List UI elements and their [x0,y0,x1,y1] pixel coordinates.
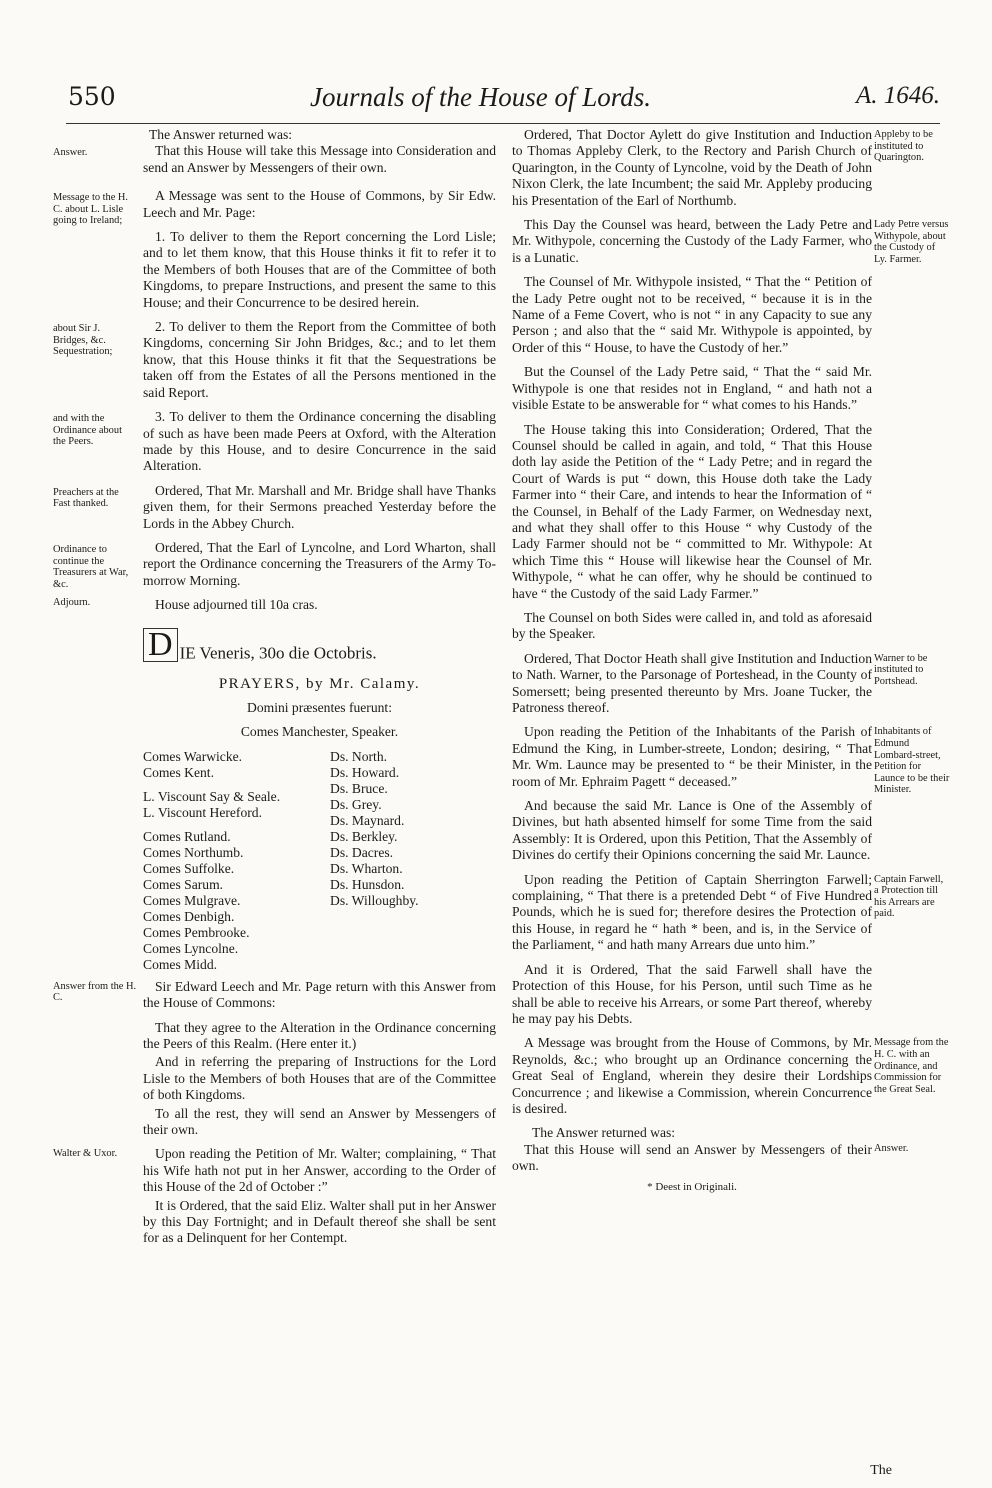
lord-entry: Comes Suffolke. [143,860,235,876]
walter-section [53,1146,496,1246]
lord-entry: Ds. Howard. [330,764,400,780]
margin-note-peers: and with the Ordinance about the Peers. [53,413,122,448]
margin-note-walter: Walter & Uxor. [53,1148,118,1160]
message-section [53,188,496,311]
farwell-order: And it is Ordered, That the said Farwell shall have the Protection of this House, for his Person, until such Time as he shall be able to receive his Arrears, or some Part thereof, whereby he may pay his Debts. [512,961,872,1026]
running-title: Journals of the House of Lords. [310,82,652,112]
warner-order: Ordered, That Doctor Heath shall give Institution and Induction to Nath. Warner, to the Parsonage of Porteshead, in the County of Somersett; being presented thereunto by Mrs. Joane Tucker, the Patroness thereof. [512,650,872,715]
right-answer-intro: The Answer returned was: [532,1125,676,1141]
margin-note-warner: Warner to be instituted to Portshead. [874,652,928,687]
inhabitants-section [512,724,950,863]
lord-entry: Comes Rutland. [143,828,231,844]
peers-section [53,409,496,475]
answer-text: That this House will take this Message into Consideration and send an Answer by Messengers of their own. [143,143,496,175]
seal-section [512,1035,949,1117]
day-heading-text: IE Veneris, 30o die Octobris. [179,643,377,663]
margin-note-adjourn: Adjourn. [53,597,91,609]
margin-note-answer-hc: Answer from the H. C. [53,980,137,1004]
lord-entry: L. Viscount Hereford. [143,804,262,820]
domini-line: Domini præsentes fuerunt: [247,699,392,715]
lord-entry: Comes Northumb. [143,844,244,860]
counsel-heard: This Day the Counsel was heard, between the Lady Petre and Mr. Withypole, concerning the Custody of the Lady Farmer, who is a Lunatic. [512,217,872,265]
farwell-section [512,871,944,1028]
lord-list-gap [143,821,280,829]
counsel-petre: But the Counsel of the Lady Petre said, “ That the “ said Mr. Withypole is one that resides not in England, “ and hath not a visible Estate to be answerable for “ what comes to his Hands.” [512,364,872,413]
leech-return: Sir Edward Leech and Mr. Page return with this Answer from the House of Commons: [143,978,496,1011]
counsel-withypole: The Counsel of Mr. Withypole insisted, “ That the “ Petition of the Lady Petre ought not to be received, “ because it is in the Name of a Feme Covert, who is not “ in any Capacity to sue any Person ; and also that the “ said Mr. Withypole is appointed, by Order of this “ House, to have the Custody of her.” [512,274,872,355]
margin-note-answer: Answer. [53,147,88,158]
reynolds-message: A Message was brought from the House of Commons, by Mr. Reynolds, &c.; who brought up an Ordinance concerning the Great Seal of England, wherein they desire their Lordships Concurrence ; and likewise a Commission, wherein Concurrence is desired. [512,1035,872,1116]
agree-text: That they agree to the Alteration in the Ordinance concerning the Peers of this Realm. (Here enter it.) [143,1019,496,1051]
inhabitants-petition: Upon reading the Petition of the Inhabitants of the Parish of Edmund the King, in Lumber-streete, London; desiring, “ That Mr. Wm. Launce may be presented to “ be their Minister, in the room of Mr. Ephraim Pagett “ deceased.” [512,724,872,789]
lord-entry: Ds. Wharton. [330,860,403,876]
lord-entry: Ds. Hunsdon. [330,876,405,892]
day-heading [143,625,496,663]
sherrington-petition: Upon reading the Petition of Captain Sherrington Farwell; complaining, “ That there is a pretended Debt “ of Five Hundred Pounds, which he is sued for; therefore desires the Protection of this House, in regard he “ hath * been, and is, in the Service of the Parliament, “ and hath many Arrears due unto him.” [512,871,872,953]
lord-entry: Ds. Dacres. [330,844,394,860]
answer-intro: The Answer returned was: [149,127,293,142]
lord-entry: Comes Sarum. [143,876,224,892]
petre-section [512,217,949,643]
lord-entry: Comes Lyncolne. [143,940,239,956]
lord-entry: Ds. Maynard. [330,812,405,828]
margin-note-treasurers: Ordinance to continue the Treasurers at War, &c. [53,543,129,590]
answer-hc-section [53,978,496,1139]
page-number: 550 [68,82,116,111]
lord-entry: Ds. Willoughby. [330,892,419,908]
referring-text: And in referring the preparing of Instructions for the Lord Lisle to the Members of both Houses that are of the Committee of both Kingdoms. [143,1054,496,1103]
left-column [53,127,496,1255]
lord-entry: L. Viscount Say & Seale. [143,788,281,804]
lord-entry: Comes Warwicke. [143,748,243,764]
lords-list-right [330,749,419,909]
speaker-line: Comes Manchester, Speaker. [240,724,399,740]
right-answer-section [512,1125,909,1195]
lord-entry: Ds. Grey. [330,796,382,812]
appleby-order: Ordered, That Doctor Aylett do give Institution and Induction to Thomas Appleby Clerk, to the Rectory and Parish Church of Quarington, in the County of Lyncolne, void by the Death of John Nixon Clerk, the late Incumbent; the said Mr. Appleby producing his Presentation of the Earl of Northumb. [512,127,872,208]
margin-note-preachers: Preachers at the Fast thanked. [53,486,119,510]
lord-entry: Comes Kent. [143,764,214,780]
lord-entry: Comes Midd. [143,956,218,972]
preachers-section [53,482,496,532]
treasurers-section [53,539,496,590]
adjourn-text: House adjourned till 10a cras. [155,597,318,613]
rest-text: To all the rest, they will send an Answer by Messengers of their own. [143,1105,496,1138]
right-column [512,127,950,1195]
lord-entry: Ds. Berkley. [330,828,398,844]
preachers-order: Ordered, That Mr. Marshall and Mr. Bridge shall have Thanks given them, for their Sermons preached Yesterday before the Lords in the Abbey Church. [143,482,496,531]
margin-note-petre: Lady Petre versus Withypole, about the Custody of Ly. Farmer. [874,219,949,265]
bridges-section [53,319,496,401]
warner-section [512,650,928,717]
treasurers-order: Ordered, That the Earl of Lyncolne, and Lord Wharton, shall report the Ordinance concerning the Treasurers of the Army To-morrow Morning. [143,539,496,588]
margin-note-right-answer: Answer. [874,1143,909,1155]
page-header [0,82,992,122]
margin-note-inhabitants: Inhabitants of Edmund Lombard-street, Petition for Launce to be their Minister. [874,726,950,796]
margin-note-message: Message to the H. C. about L. Lisle going to Ireland; [53,192,129,227]
margin-note-bridges: about Sir J. Bridges, &c. Sequestration; [53,323,113,358]
lord-entry: Ds. Bruce. [330,780,388,796]
prayers-line: PRAYERS, by Mr. Calamy. [218,675,421,692]
lord-list-gap [143,781,280,789]
lance-order: And because the said Mr. Lance is One of the Assembly of Divines, but hath absented himself for some Time from the said Assembly: It is Ordered, upon this Petition, That the Assembly of Divines do certify their Opinions concerning the said Mr. Launce. [512,798,872,863]
lords-present-list [143,749,496,979]
margin-note-appleby: Appleby to be instituted to Quarington. [874,129,933,164]
item-1: 1. To deliver to them the Report concerning the Lord Lisle; and to let them know, that this House thinks it fit to refer it to the Members of both Houses that are of the Committee of both Kingdoms, to prepare Instructions, and present the same to this House; and their Concurrence to be desired herein. [143,229,496,310]
lord-entry: Comes Pembrooke. [143,924,250,940]
house-taking: The House taking this into Consideration; Ordered, That the Counsel should be called in again, and told, “ That this House doth lay aside the Petition of the “ Lady Petre; and in regard the Court of Wards is put “ down, this House doth take the Lady Farmer into “ their Care, and intends to hear the Information of “ the Counsel, in Behalf of the Lady Farmer, on Wednesday next, and what they shall offer to this House “ why Custody of the Lady Farmer should not be “ committed to Mr. Withypole: At which Time this “ House will likewise hear the Counsel of Mr. Withypole, “ what he can offer, why he should be continued to have “ the Custody of the said Lady Farmer.” [512,421,872,601]
lord-entry: Ds. North. [330,748,388,764]
walter-order: It is Ordered, that the said Eliz. Walter shall put in her Answer by this Day Fortnight; and in Default thereof she shall be sent for as a Delinquent for her Contempt. [143,1197,496,1246]
item-2: 2. To deliver to them the Report from the Committee of both Kingdoms, concerning Sir John Bridges, &c.; and to let them know, that this House thinks it fit that the Sequestrations be taken off from the Estates of all the Persons mentioned in the said Report. [143,319,496,400]
walter-petition: Upon reading the Petition of Mr. Walter; complaining, “ That his Wife hath not put in her Answer, according to the Order of this House of the 2d of October :” [143,1146,496,1195]
item-3: 3. To deliver to them the Ordinance concerning the disabling of such as have been made Peers at Oxford, with the Alteration made by this House, and to desire Concurrence in the said Alteration. [143,409,496,474]
adjourn-section [53,597,496,613]
message-intro: A Message was sent to the House of Commons, by Sir Edw. Leech and Mr. Page: [143,188,496,220]
margin-note-seal: Message from the H. C. with an Ordinance, and Commission for the Great Seal. [874,1037,949,1095]
appleby-section [512,127,933,209]
page-year: A. 1646. [855,82,940,109]
catchword: The [870,1463,892,1478]
right-answer-text: That this House will send an Answer by Messengers of their own. [512,1141,872,1174]
header-rule [66,123,940,124]
footnote: * Deest in Originali. [647,1180,737,1193]
both-sides: The Counsel on both Sides were called in, and told as aforesaid by the Speaker. [512,609,872,642]
lords-list-left [143,749,280,973]
drop-cap: D [143,628,178,662]
margin-note-farwell: Captain Farwell, a Protection till his Arrears are paid. [874,873,944,920]
lord-entry: Comes Mulgrave. [143,892,241,908]
lord-entry: Comes Denbigh. [143,908,235,924]
answer-section [53,127,496,176]
